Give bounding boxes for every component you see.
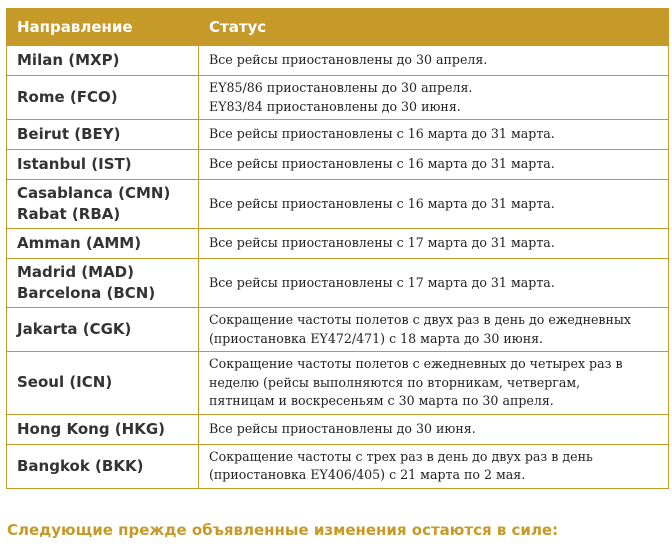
destination-line: Bangkok (BKK) [17,456,144,475]
status-line: пятницам и воскресеньям с 30 марта по 30 апреля. [209,393,554,408]
flight-status-table [6,8,669,489]
table-row [7,76,669,120]
destination-cell [7,120,199,150]
destination-line: Amman (AMM) [17,234,142,252]
header-destination: Направление [7,9,199,46]
destination-cell [7,229,199,259]
status-line: Все рейсы приостановлены с 16 марта до 31 марта. [209,156,555,172]
destination-line: Casablanca (CMN) [17,184,171,202]
table-row [7,46,669,76]
flight-status-container [6,8,668,489]
destination-cell [7,352,199,415]
table-row [7,120,669,150]
table-header-row [7,9,669,46]
status-cell [199,180,669,229]
status-line: Все рейсы приостановлены с 17 марта до 31 марта. [209,235,555,251]
destination-cell [7,150,199,180]
status-cell [199,120,669,150]
table-row [7,444,669,488]
destination-cell [7,308,199,352]
destination-line: Hong Kong (HKG) [17,419,166,438]
destination-line: Rabat (RBA) [17,205,121,223]
table-row [7,308,669,352]
destination-line: Madrid (MAD) [17,263,134,281]
status-line: Все рейсы приостановлены с 16 марта до 31 марта. [209,126,555,142]
table-row [7,414,669,444]
status-cell [199,229,669,259]
destination-line: Seoul (ICN) [17,373,113,392]
destination-cell [7,46,199,76]
status-cell [199,414,669,444]
table-row [7,229,669,259]
table-body [7,46,669,489]
status-cell [199,352,669,415]
status-line: Все рейсы приостановлены с 16 марта до 31 марта. [209,195,555,211]
status-cell [199,259,669,308]
status-line: EY83/84 приостановлены до 30 июня. [209,98,461,114]
status-cell [199,150,669,180]
status-cell [199,444,669,488]
status-line: Сокращение частоты полетов с двух раз в день до ежедневных [209,312,632,327]
previous-changes-note: Следующие прежде объявленные изменения остаются в силе: [7,521,559,539]
header-status: Статус [199,9,669,46]
destination-cell [7,180,199,229]
destination-cell [7,76,199,120]
destination-cell [7,259,199,308]
destination-line: Istanbul (IST) [17,155,132,173]
destination-cell [7,414,199,444]
status-line: неделю (рейсы выполняются по вторникам, четвергам, [209,374,581,390]
table-row [7,180,669,229]
status-line: (приостановка EY406/405) с 21 марта по 2 мая. [209,467,526,482]
status-line: Все рейсы приостановлены до 30 апреля. [209,52,488,68]
table-row [7,352,669,415]
destination-cell [7,444,199,488]
status-line: EY85/86 приостановлены до 30 апреля. [209,80,473,95]
status-line: Сокращение частоты с трех раз в день до двух раз в день [209,448,593,464]
destination-line: Rome (FCO) [17,88,118,106]
status-line: (приостановка EY472/471) с 18 марта до 30 июня. [209,330,544,346]
status-line: Сокращение частоты полетов с ежедневных до четырех раз в [209,356,623,371]
destination-line: Jakarta (CGK) [17,320,132,338]
status-line: Все рейсы приостановлены до 30 июня. [209,420,476,436]
status-cell [199,46,669,76]
status-cell [199,76,669,120]
table-row [7,150,669,180]
status-cell [199,308,669,352]
destination-line: Barcelona (BCN) [17,284,156,302]
destination-line: Milan (MXP) [17,51,120,69]
table-row [7,259,669,308]
status-line: Все рейсы приостановлены с 17 марта до 31 марта. [209,274,555,290]
destination-line: Beirut (BEY) [17,125,121,143]
